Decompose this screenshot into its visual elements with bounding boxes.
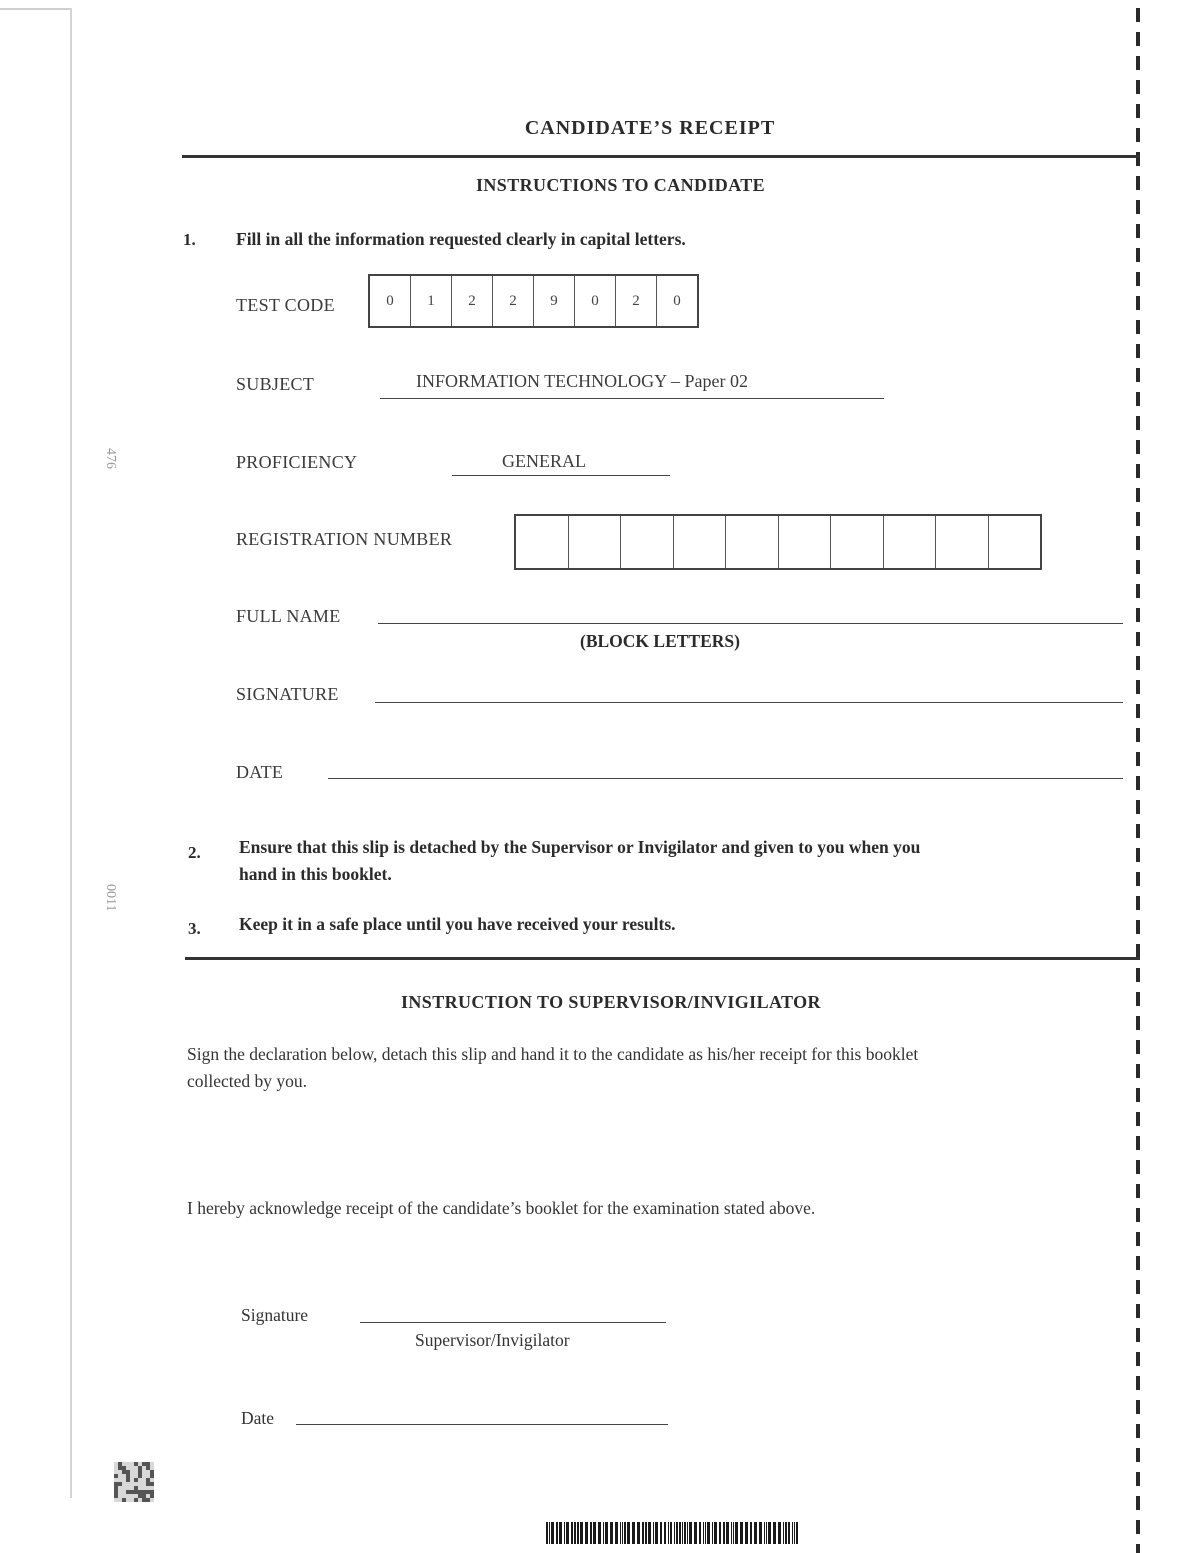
registration-digit-box[interactable] — [831, 516, 884, 568]
page-title: CANDIDATE’S RECEIPT — [524, 117, 776, 139]
registration-digit-box[interactable] — [779, 516, 832, 568]
test-code-digit: 9 — [534, 276, 575, 326]
supervisor-signature-field[interactable] — [360, 1322, 666, 1323]
item-number: 2. — [188, 843, 201, 862]
registration-digit-box[interactable] — [989, 516, 1041, 568]
full-name-field[interactable] — [378, 623, 1123, 624]
proficiency-label: PROFICIENCY — [236, 452, 358, 472]
divider — [182, 155, 1140, 158]
perforation-line — [1136, 8, 1140, 1553]
qr-code-icon — [114, 1462, 154, 1502]
subject-value: INFORMATION TECHNOLOGY – Paper 02 — [416, 371, 748, 391]
section-heading-supervisor: INSTRUCTION TO SUPERVISOR/INVIGILATOR — [401, 992, 821, 1012]
registration-digit-box[interactable] — [726, 516, 779, 568]
registration-label: REGISTRATION NUMBER — [236, 529, 453, 549]
registration-digit-box[interactable] — [936, 516, 989, 568]
scan-edge — [0, 8, 72, 10]
proficiency-underline — [452, 475, 670, 476]
registration-digit-box[interactable] — [569, 516, 622, 568]
subject-underline — [380, 398, 884, 399]
registration-digit-box[interactable] — [516, 516, 569, 568]
registration-digit-box[interactable] — [884, 516, 937, 568]
item-number: 1. — [183, 230, 196, 249]
acknowledgement-text: I hereby acknowledge receipt of the candidate’s booklet for the examination stated above. — [187, 1198, 816, 1218]
registration-digit-box[interactable] — [674, 516, 727, 568]
test-code-digit: 0 — [673, 292, 681, 309]
supervisor-instruction: collected by you. — [187, 1071, 308, 1091]
supervisor-signature-caption: Supervisor/Invigilator — [415, 1330, 570, 1350]
margin-code-bottom: 0011 — [103, 884, 118, 912]
full-name-label: FULL NAME — [236, 606, 341, 626]
instruction-text: Fill in all the information requested clearly in capital letters. — [236, 229, 686, 249]
margin-code-top: 476 — [103, 448, 118, 469]
subject-label: SUBJECT — [236, 374, 315, 394]
supervisor-instruction: Sign the declaration below, detach this slip and hand it to the candidate as his/her receipt for this booklet — [187, 1044, 919, 1064]
proficiency-value: GENERAL — [502, 451, 586, 471]
test-code-digit: 0 — [575, 276, 616, 326]
supervisor-date-field[interactable] — [296, 1424, 668, 1425]
instruction-text: hand in this booklet. — [239, 864, 392, 884]
test-code-digit: 2 — [493, 276, 534, 326]
barcode-icon — [546, 1522, 799, 1544]
test-code-digit: 2 — [452, 276, 493, 326]
scan-edge — [70, 8, 72, 1498]
registration-digit-box[interactable] — [621, 516, 674, 568]
date-field[interactable] — [328, 778, 1123, 779]
instruction-text: Ensure that this slip is detached by the Supervisor or Invigilator and given to you when you — [239, 837, 921, 857]
supervisor-signature-label: Signature — [241, 1305, 309, 1325]
test-code-digit: 1 — [411, 276, 452, 326]
test-code-digit: 2 — [616, 276, 657, 326]
item-number: 3. — [188, 919, 201, 938]
supervisor-date-label: Date — [241, 1408, 275, 1428]
test-code-label: TEST CODE — [236, 295, 335, 315]
test-code-boxes — [368, 274, 699, 328]
test-code-digit: 0 — [370, 276, 411, 326]
block-letters-note: (BLOCK LETTERS) — [580, 631, 740, 651]
registration-number-boxes[interactable] — [514, 514, 1042, 570]
date-label: DATE — [236, 762, 284, 782]
section-heading-candidate: INSTRUCTIONS TO CANDIDATE — [476, 175, 766, 195]
signature-field[interactable] — [375, 702, 1123, 703]
signature-label: SIGNATURE — [236, 684, 339, 704]
instruction-text: Keep it in a safe place until you have received your results. — [239, 914, 676, 934]
divider — [185, 957, 1140, 960]
